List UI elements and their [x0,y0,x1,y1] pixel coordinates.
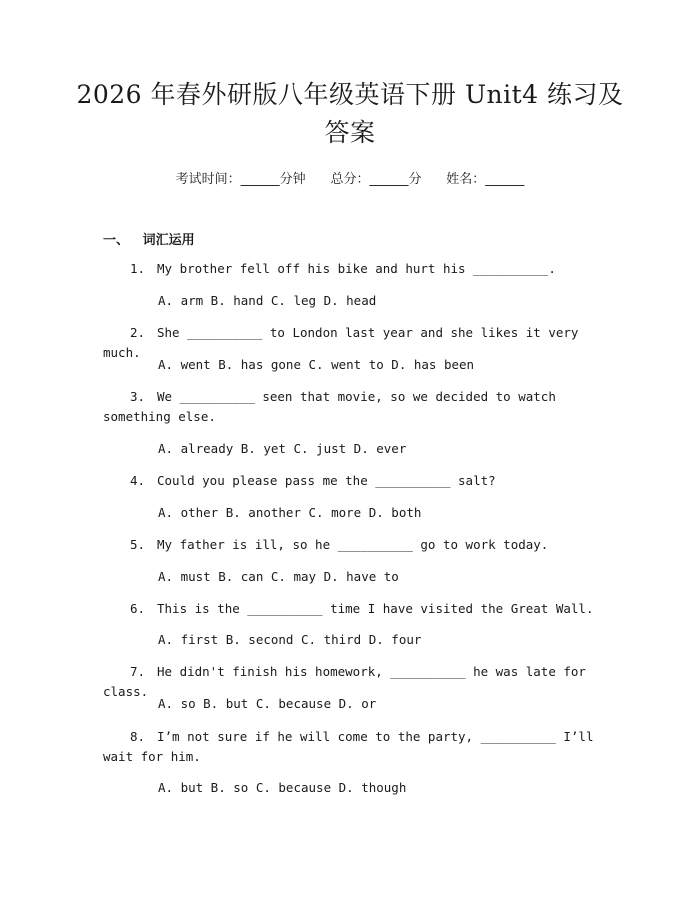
question-8-options: A. but B. so C. because D. though [158,780,407,795]
question-number: 2. [130,325,146,340]
question-4 [103,471,603,491]
question-number: 6. [130,601,146,616]
question-1-options: A. arm B. hand C. leg D. head [158,293,377,308]
question-number: 3. [130,389,146,404]
question-text: My father is ill, so he __________ go to work today. [157,537,549,552]
question-1 [103,259,603,279]
page-title: 2026 年春外研版八年级英语下册 Unit4 练习及答案 [76,80,624,147]
name-label: 姓名：______ [446,172,525,187]
exam-info [0,168,700,187]
question-number: 1. [130,261,146,276]
question-text: Could you please pass me the __________ salt? [157,473,496,488]
exam-time-label: 考试时间：______分钟 [175,172,306,187]
question-number: 5. [130,537,146,552]
section-title: 词汇运用 [142,233,195,248]
question-6-options: A. first B. second C. third D. four [158,632,422,647]
question-3-options: A. already B. yet C. just D. ever [158,441,407,456]
question-text: We __________ seen that movie, so we decided to watch something else. [103,389,564,424]
question-5 [103,535,603,555]
question-7-options: A. so B. but C. because D. or [158,696,377,711]
question-text: This is the __________ time I have visited the Great Wall. [157,601,594,616]
question-text: She __________ to London last year and she likes it very much. [103,325,586,360]
question-number: 4. [130,473,146,488]
question-text: He didn't finish his homework, __________ he was late for class. [103,664,594,699]
question-4-options: A. other B. another C. more D. both [158,505,422,520]
question-3 [103,387,603,427]
question-text: I’m not sure if he will come to the party, __________ I’ll wait for him. [103,729,602,764]
question-number: 7. [130,664,146,679]
question-5-options: A. must B. can C. may D. have to [158,569,399,584]
total-score-label: 总分：______分 [330,172,422,187]
question-number: 8. [130,729,146,744]
question-2-options: A. went B. has gone C. went to D. has been [158,357,475,372]
section-heading [103,229,195,248]
question-8 [103,727,603,767]
question-text: My brother fell off his bike and hurt his __________. [157,261,556,276]
question-6 [103,599,603,619]
section-number: 一、 [103,233,130,248]
